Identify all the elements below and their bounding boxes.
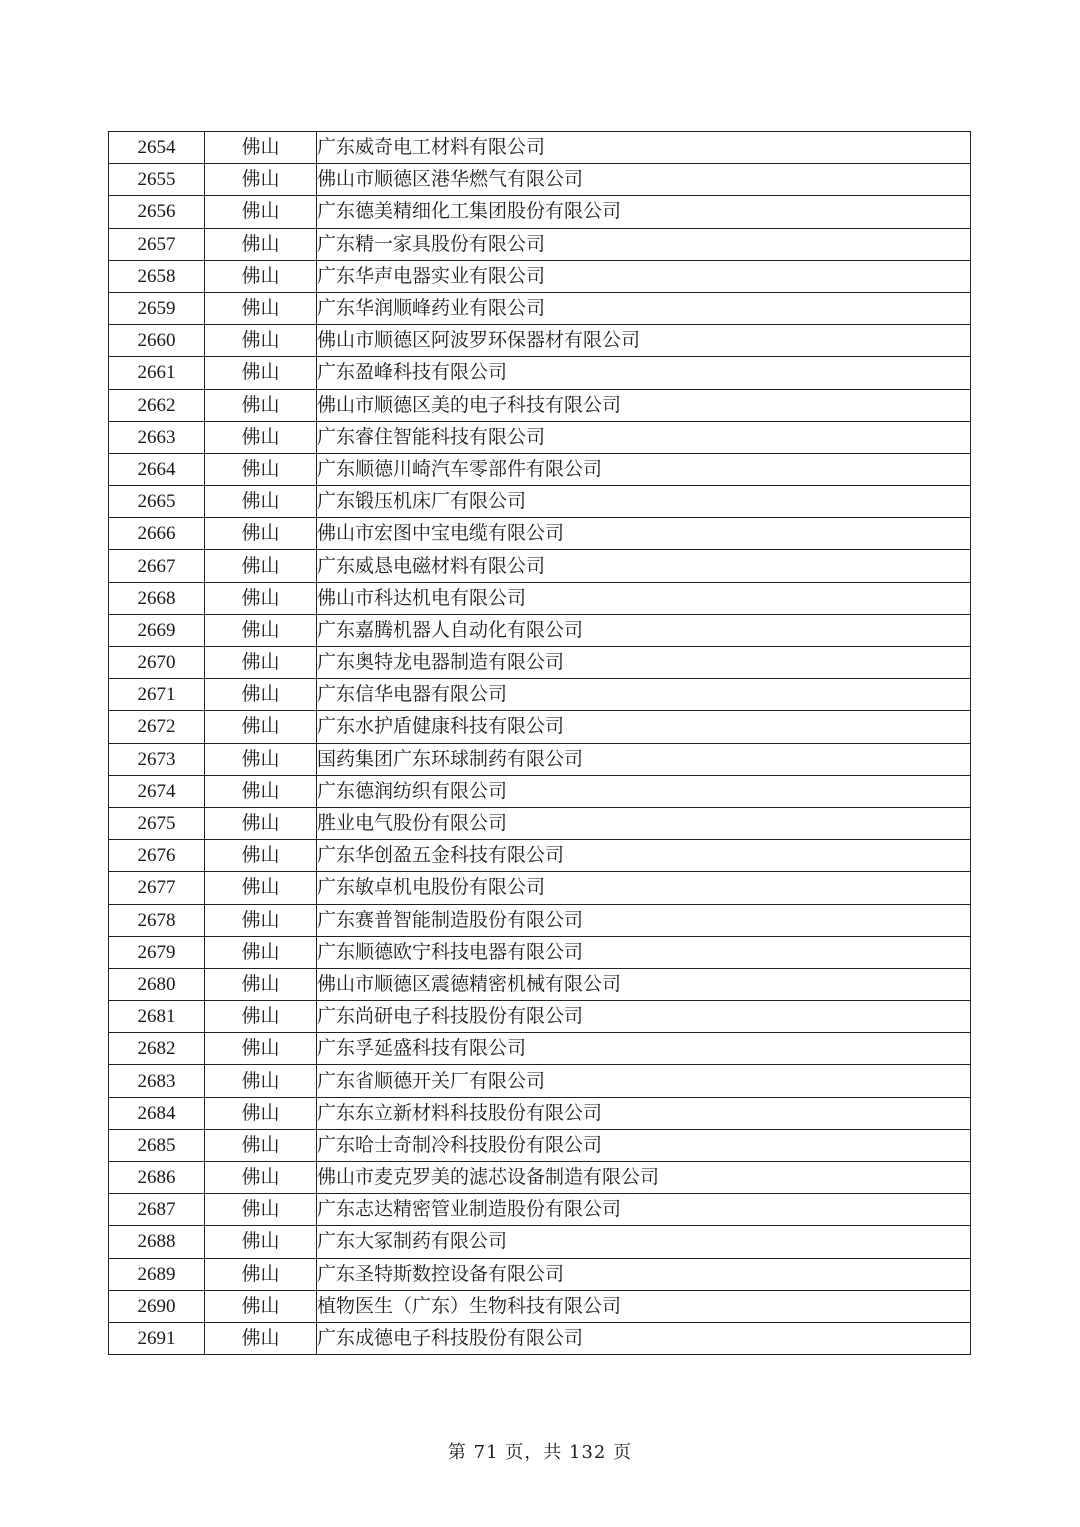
row-number-cell: 2664 <box>109 453 205 485</box>
table-row <box>109 453 971 485</box>
city-cell: 佛山 <box>205 904 317 936</box>
company-name-cell: 佛山市顺德区阿波罗环保器材有限公司 <box>317 325 971 357</box>
row-number-cell: 2673 <box>109 743 205 775</box>
company-name-cell: 广东顺德川崎汽车零部件有限公司 <box>317 453 971 485</box>
company-name-cell: 广东精一家具股份有限公司 <box>317 228 971 260</box>
city-cell: 佛山 <box>205 1097 317 1129</box>
table-row <box>109 486 971 518</box>
table-row <box>109 228 971 260</box>
city-cell: 佛山 <box>205 614 317 646</box>
company-name-cell: 佛山市顺德区震德精密机械有限公司 <box>317 968 971 1000</box>
row-number-cell: 2690 <box>109 1290 205 1322</box>
city-cell: 佛山 <box>205 421 317 453</box>
table-row <box>109 807 971 839</box>
table-row <box>109 1290 971 1322</box>
city-cell: 佛山 <box>205 1001 317 1033</box>
company-name-cell: 广东东立新材料科技股份有限公司 <box>317 1097 971 1129</box>
row-number-cell: 2671 <box>109 679 205 711</box>
row-number-cell: 2686 <box>109 1162 205 1194</box>
company-name-cell: 广东志达精密管业制造股份有限公司 <box>317 1194 971 1226</box>
company-name-cell: 广东盈峰科技有限公司 <box>317 357 971 389</box>
city-cell: 佛山 <box>205 775 317 807</box>
company-name-cell: 广东锻压机床厂有限公司 <box>317 486 971 518</box>
row-number-cell: 2685 <box>109 1129 205 1161</box>
city-cell: 佛山 <box>205 1129 317 1161</box>
table-row <box>109 904 971 936</box>
table-row <box>109 582 971 614</box>
company-name-cell: 广东圣特斯数控设备有限公司 <box>317 1258 971 1290</box>
row-number-cell: 2655 <box>109 164 205 196</box>
table-row <box>109 1322 971 1354</box>
company-name-cell: 胜业电气股份有限公司 <box>317 807 971 839</box>
row-number-cell: 2668 <box>109 582 205 614</box>
table-row <box>109 518 971 550</box>
page-number-footer: 第 71 页，共 132 页 <box>447 1442 633 1463</box>
company-name-cell: 广东哈士奇制冷科技股份有限公司 <box>317 1129 971 1161</box>
city-cell: 佛山 <box>205 228 317 260</box>
row-number-cell: 2677 <box>109 872 205 904</box>
row-number-cell: 2669 <box>109 614 205 646</box>
table-row <box>109 1226 971 1258</box>
company-name-cell: 广东睿住智能科技有限公司 <box>317 421 971 453</box>
city-cell: 佛山 <box>205 743 317 775</box>
table-row <box>109 1097 971 1129</box>
city-cell: 佛山 <box>205 518 317 550</box>
table-row <box>109 968 971 1000</box>
row-number-cell: 2691 <box>109 1322 205 1354</box>
table-row <box>109 872 971 904</box>
table-row <box>109 196 971 228</box>
company-list-body <box>109 132 971 1355</box>
company-name-cell: 佛山市科达机电有限公司 <box>317 582 971 614</box>
table-row <box>109 936 971 968</box>
row-number-cell: 2672 <box>109 711 205 743</box>
city-cell: 佛山 <box>205 357 317 389</box>
row-number-cell: 2681 <box>109 1001 205 1033</box>
city-cell: 佛山 <box>205 679 317 711</box>
city-cell: 佛山 <box>205 164 317 196</box>
city-cell: 佛山 <box>205 582 317 614</box>
row-number-cell: 2678 <box>109 904 205 936</box>
company-name-cell: 广东省顺德开关厂有限公司 <box>317 1065 971 1097</box>
city-cell: 佛山 <box>205 1065 317 1097</box>
row-number-cell: 2658 <box>109 260 205 292</box>
company-name-cell: 广东嘉腾机器人自动化有限公司 <box>317 614 971 646</box>
row-number-cell: 2660 <box>109 325 205 357</box>
table-row <box>109 775 971 807</box>
city-cell: 佛山 <box>205 872 317 904</box>
company-name-cell: 广东赛普智能制造股份有限公司 <box>317 904 971 936</box>
row-number-cell: 2667 <box>109 550 205 582</box>
city-cell: 佛山 <box>205 389 317 421</box>
city-cell: 佛山 <box>205 1226 317 1258</box>
company-name-cell: 广东威恳电磁材料有限公司 <box>317 550 971 582</box>
table-row <box>109 1001 971 1033</box>
city-cell: 佛山 <box>205 1033 317 1065</box>
company-name-cell: 广东华声电器实业有限公司 <box>317 260 971 292</box>
row-number-cell: 2684 <box>109 1097 205 1129</box>
company-name-cell: 广东成德电子科技股份有限公司 <box>317 1322 971 1354</box>
city-cell: 佛山 <box>205 550 317 582</box>
city-cell: 佛山 <box>205 292 317 324</box>
row-number-cell: 2688 <box>109 1226 205 1258</box>
city-cell: 佛山 <box>205 1162 317 1194</box>
row-number-cell: 2674 <box>109 775 205 807</box>
table-row <box>109 389 971 421</box>
row-number-cell: 2680 <box>109 968 205 1000</box>
company-name-cell: 广东孚延盛科技有限公司 <box>317 1033 971 1065</box>
city-cell: 佛山 <box>205 936 317 968</box>
row-number-cell: 2663 <box>109 421 205 453</box>
table-row <box>109 357 971 389</box>
city-cell: 佛山 <box>205 807 317 839</box>
company-name-cell: 广东华润顺峰药业有限公司 <box>317 292 971 324</box>
row-number-cell: 2654 <box>109 132 205 164</box>
table-row <box>109 614 971 646</box>
row-number-cell: 2683 <box>109 1065 205 1097</box>
table-row <box>109 1065 971 1097</box>
company-name-cell: 广东信华电器有限公司 <box>317 679 971 711</box>
table-row <box>109 260 971 292</box>
company-name-cell: 广东德润纺织有限公司 <box>317 775 971 807</box>
row-number-cell: 2666 <box>109 518 205 550</box>
row-number-cell: 2679 <box>109 936 205 968</box>
company-name-cell: 广东威奇电工材料有限公司 <box>317 132 971 164</box>
city-cell: 佛山 <box>205 486 317 518</box>
table-row <box>109 1033 971 1065</box>
table-row <box>109 840 971 872</box>
table-row <box>109 132 971 164</box>
table-row <box>109 743 971 775</box>
row-number-cell: 2682 <box>109 1033 205 1065</box>
company-name-cell: 广东敏卓机电股份有限公司 <box>317 872 971 904</box>
row-number-cell: 2661 <box>109 357 205 389</box>
row-number-cell: 2687 <box>109 1194 205 1226</box>
city-cell: 佛山 <box>205 325 317 357</box>
row-number-cell: 2656 <box>109 196 205 228</box>
table-row <box>109 164 971 196</box>
city-cell: 佛山 <box>205 1194 317 1226</box>
company-name-cell: 广东德美精细化工集团股份有限公司 <box>317 196 971 228</box>
table-row <box>109 679 971 711</box>
table-row <box>109 1194 971 1226</box>
city-cell: 佛山 <box>205 196 317 228</box>
row-number-cell: 2689 <box>109 1258 205 1290</box>
city-cell: 佛山 <box>205 647 317 679</box>
company-list-table <box>108 131 971 1355</box>
row-number-cell: 2662 <box>109 389 205 421</box>
table-row <box>109 421 971 453</box>
company-name-cell: 佛山市顺德区港华燃气有限公司 <box>317 164 971 196</box>
city-cell: 佛山 <box>205 260 317 292</box>
company-name-cell: 佛山市麦克罗美的滤芯设备制造有限公司 <box>317 1162 971 1194</box>
table-row <box>109 647 971 679</box>
company-name-cell: 广东顺德欧宁科技电器有限公司 <box>317 936 971 968</box>
table-row <box>109 1258 971 1290</box>
city-cell: 佛山 <box>205 1258 317 1290</box>
company-name-cell: 国药集团广东环球制药有限公司 <box>317 743 971 775</box>
table-row <box>109 550 971 582</box>
company-name-cell: 佛山市顺德区美的电子科技有限公司 <box>317 389 971 421</box>
company-name-cell: 广东尚研电子科技股份有限公司 <box>317 1001 971 1033</box>
table-row <box>109 1129 971 1161</box>
table-row <box>109 292 971 324</box>
row-number-cell: 2665 <box>109 486 205 518</box>
company-name-cell: 植物医生（广东）生物科技有限公司 <box>317 1290 971 1322</box>
company-name-cell: 广东华创盈五金科技有限公司 <box>317 840 971 872</box>
company-name-cell: 广东奥特龙电器制造有限公司 <box>317 647 971 679</box>
row-number-cell: 2657 <box>109 228 205 260</box>
company-name-cell: 佛山市宏图中宝电缆有限公司 <box>317 518 971 550</box>
city-cell: 佛山 <box>205 453 317 485</box>
table-row <box>109 711 971 743</box>
row-number-cell: 2676 <box>109 840 205 872</box>
city-cell: 佛山 <box>205 1322 317 1354</box>
city-cell: 佛山 <box>205 840 317 872</box>
row-number-cell: 2659 <box>109 292 205 324</box>
city-cell: 佛山 <box>205 711 317 743</box>
city-cell: 佛山 <box>205 1290 317 1322</box>
table-row <box>109 325 971 357</box>
company-name-cell: 广东水护盾健康科技有限公司 <box>317 711 971 743</box>
city-cell: 佛山 <box>205 968 317 1000</box>
table-row <box>109 1162 971 1194</box>
company-name-cell: 广东大冢制药有限公司 <box>317 1226 971 1258</box>
row-number-cell: 2670 <box>109 647 205 679</box>
city-cell: 佛山 <box>205 132 317 164</box>
row-number-cell: 2675 <box>109 807 205 839</box>
